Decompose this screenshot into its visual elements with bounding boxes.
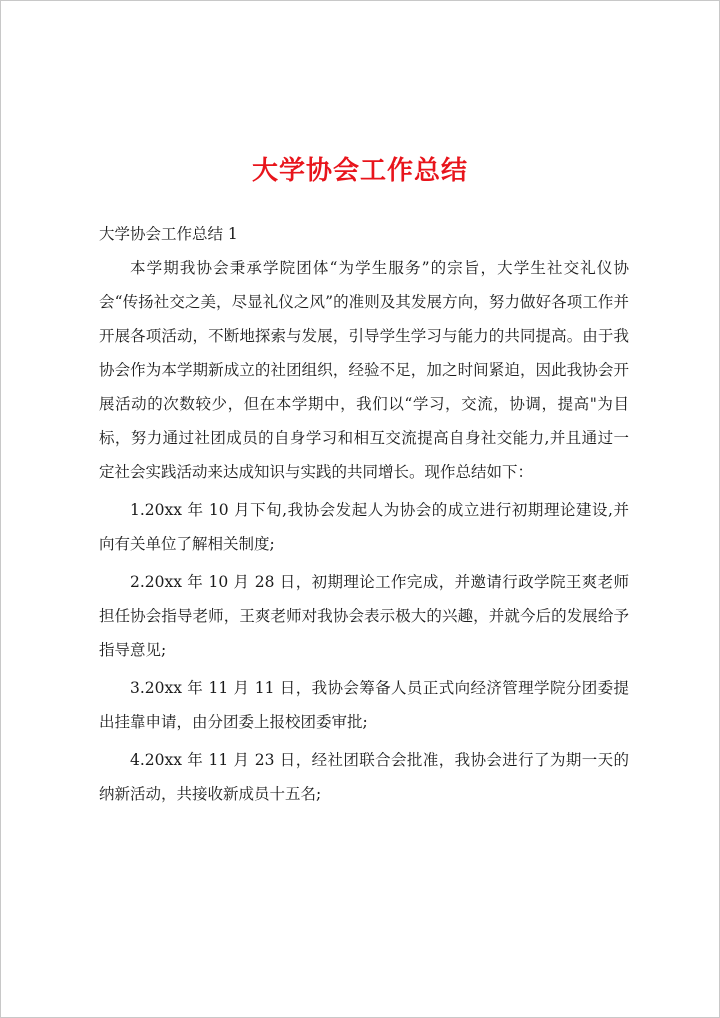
document-title: 大学协会工作总结 <box>251 156 468 186</box>
intro-paragraph: 本学期我协会秉承学院团体“为学生服务”的宗旨，大学生社交礼仪协会“传扬社交之美，尽显礼仪之风”的准则及其发展方向，努力做好各项工作并开展各项活动，不断地探索与发展，引导学生学习与能力的共同提高。由于我协会作为本学期新成立的社团组织，经验不足，加之时间紧迫，因此我协会开展活动的次数较少，但在本学期中，我们以“学习，交流，协调，提高"为目标，努力通过社团成员的自身学习和相互交流提高自身社交能力,并且通过一定社会实践活动来达成知识与实践的共同增长。现作总结如下： <box>99 259 629 481</box>
list-item: 1.20xx 年 10 月下旬,我协会发起人为协会的成立进行初期理论建设,并向有关单位了解相关制度; <box>99 501 629 553</box>
document-body <box>99 217 629 811</box>
list-item: 2.20xx 年 10 月 28 日，初期理论工作完成，并邀请行政学院王爽老师担任协会指导老师，王爽老师对我协会表示极大的兴趣，并就今后的发展给予指导意见; <box>99 573 629 659</box>
section-heading: 大学协会工作总结 1 <box>99 225 238 243</box>
list-item: 4.20xx 年 11 月 23 日，经社团联合会批准，我协会进行了为期一天的纳新活动，共接收新成员十五名; <box>99 751 629 803</box>
list-item: 3.20xx 年 11 月 11 日，我协会筹备人员正式向经济管理学院分团委提出挂靠申请，由分团委上报校团委审批; <box>99 679 629 731</box>
